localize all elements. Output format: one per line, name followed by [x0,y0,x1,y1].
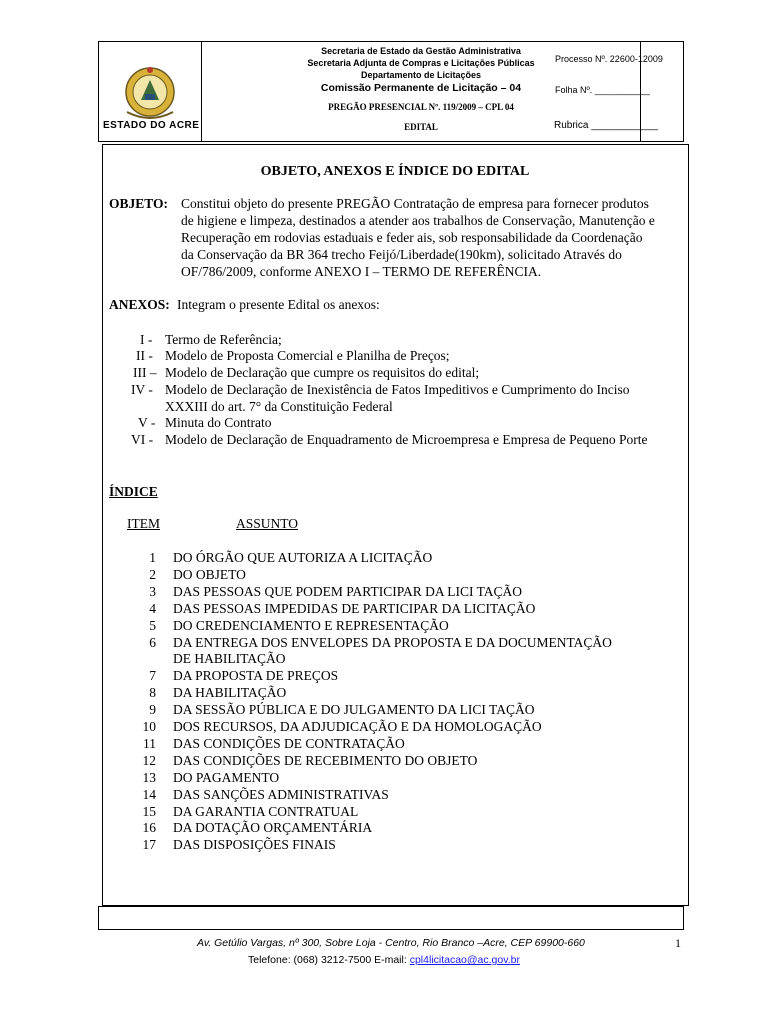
indice-item-subject: DA ENTREGA DOS ENVELOPES DA PROPOSTA E DA DOCUMENTAÇÃO [173,634,612,650]
indice-item-number: 5 [149,617,156,633]
indice-item-subject: DAS PESSOAS QUE PODEM PARTICIPAR DA LICI TAÇÃO [173,583,523,599]
objeto-line: Constitui objeto do presente PREGÃO Contratação de empresa para fornecer produtos [181,196,649,211]
indice-item-number: 2 [149,566,156,582]
anexo-text: XXXIII do art. 7° da Constituição Federal [165,399,393,414]
processo-number: Processo Nº. 22600-12009 [555,54,663,64]
footer-phone-line [248,954,520,966]
indice-item-subject: DA GARANTIA CONTRATUAL [173,803,359,819]
header-line1: Secretaria de Estado da Gestão Administrativa [321,46,521,56]
indice-item-subject: DAS CONDIÇÕES DE RECEBIMENTO DO OBJETO [173,752,478,768]
indice-col-assunto: ASSUNTO [236,516,299,531]
indice-item-number: 9 [149,702,156,718]
indice-item-subject: DA DOTAÇÃO ORÇAMENTÁRIA [173,820,373,836]
header-line4: Comissão Permanente de Licitação – 04 [320,82,522,94]
indice-item-number: 15 [142,803,156,819]
indice-item-number: 10 [142,719,156,734]
header-line3: Departamento de Licitações [360,70,482,80]
header-line5: PREGÃO PRESENCIAL Nº. 119/2009 – CPL 04 [328,102,514,112]
logo-cell [99,42,201,141]
anexos-label: ANEXOS: [109,297,170,312]
page-number: 1 [675,936,681,950]
indice-item-number: 6 [149,634,156,650]
state-name: ESTADO DO ACRE [103,120,200,131]
indice-item-number: 11 [143,735,156,751]
anexo-text: Termo de Referência; [165,332,282,347]
anexo-num: IV - [131,382,153,397]
indice-item-subject: DA HABILITAÇÃO [173,685,287,701]
anexo-text: Modelo de Declaração que cumpre os requisitos do edital; [165,365,480,380]
anexo-num: I - [140,332,153,347]
footer-phone: Telefone: (068) 3212-7500 E-mail: [248,954,407,966]
indice-item-subject: DO OBJETO [173,566,246,582]
indice-item-number: 16 [142,820,156,836]
indice-item-number: 8 [149,685,156,701]
indice-item-subject: DA PROPOSTA DE PREÇOS [173,668,339,684]
objeto-line: de higiene e limpeza, destinados a atender aos trabalhos de Conservação, Manutenção e [181,213,655,228]
indice-item-number: 14 [142,786,156,802]
footer-box [98,906,684,930]
objeto-line: da Conservação da BR 364 trecho Feijó/Liberdade(190km), solicitado Através do [181,247,622,262]
folha-field: Folha Nº. ___________ [555,85,650,95]
indice-item-subject: DE HABILITAÇÃO [173,651,286,667]
indice-item-subject: DAS SANÇÕES ADMINISTRATIVAS [173,786,389,802]
indice-item-subject: DAS CONDIÇÕES DE CONTRATAÇÃO [173,735,405,751]
indice-item-number: 4 [149,600,156,616]
anexo-text: Modelo de Declaração de Enquadramento de Microempresa e Empresa de Pequeno Porte [165,432,648,447]
indice-item-subject: DOS RECURSOS, DA ADJUDICAÇÃO E DA HOMOLOGAÇÃO [173,719,542,734]
footer-address: Av. Getúlio Vargas, nº 300, Sobre Loja - Centro, Rio Branco –Acre, CEP 69900-660 [197,937,585,949]
objeto-label: OBJETO: [109,196,169,211]
state-seal-icon [121,62,179,124]
indice-item-subject: DO CREDENCIAMENTO E REPRESENTAÇÃO [173,617,449,633]
indice-item-subject: DA SESSÃO PÚBLICA E DO JULGAMENTO DA LICI TAÇÃO [173,702,535,718]
anexos-intro: Integram o presente Edital os anexos: [177,297,380,312]
indice-item-number: 13 [142,769,156,785]
anexo-text: Modelo de Declaração de Inexistência de Fatos Impeditivos e Cumprimento do Inciso [165,382,630,397]
footer-email-link[interactable]: cpl4licitacao@ac.gov.br [409,954,520,966]
indice-title: ÍNDICE [109,484,158,499]
indice-item-number: 7 [149,668,156,684]
indice-item-subject: DAS PESSOAS IMPEDIDAS DE PARTICIPAR DA LICITAÇÃO [173,600,536,616]
anexo-num: III – [133,365,157,380]
header-line2: Secretaria Adjunta de Compras e Licitações Públicas [307,58,535,68]
page-title: OBJETO, ANEXOS E ÍNDICE DO EDITAL [260,164,530,179]
indice-item-subject: DO PAGAMENTO [173,769,280,785]
anexo-num: V - [138,415,156,430]
anexo-text: Minuta do Contrato [165,415,272,430]
indice-item-number: 12 [142,752,156,768]
indice-item-number: 17 [142,837,156,853]
anexo-num: VI - [131,432,154,447]
indice-item-subject: DAS DISPOSIÇÕES FINAIS [173,837,336,853]
indice-col-item: ITEM [127,516,160,531]
anexo-num: II - [136,348,153,363]
objeto-line: Recuperação em rodovias estaduais e feder ais, sob responsabilidade da Coordenação [181,230,643,245]
indice-item-subject: DO ÓRGÃO QUE AUTORIZA A LICITAÇÃO [173,550,433,565]
indice-item-number: 3 [149,583,156,599]
indice-item-number: 1 [149,550,156,565]
rubrica-field: Rubrica ____________ [554,120,658,131]
objeto-line: OF/786/2009, conforme ANEXO I – TERMO DE REFERÊNCIA. [181,264,542,279]
anexo-text: Modelo de Proposta Comercial e Planilha de Preços; [165,348,450,363]
header-line6: EDITAL [404,122,438,132]
